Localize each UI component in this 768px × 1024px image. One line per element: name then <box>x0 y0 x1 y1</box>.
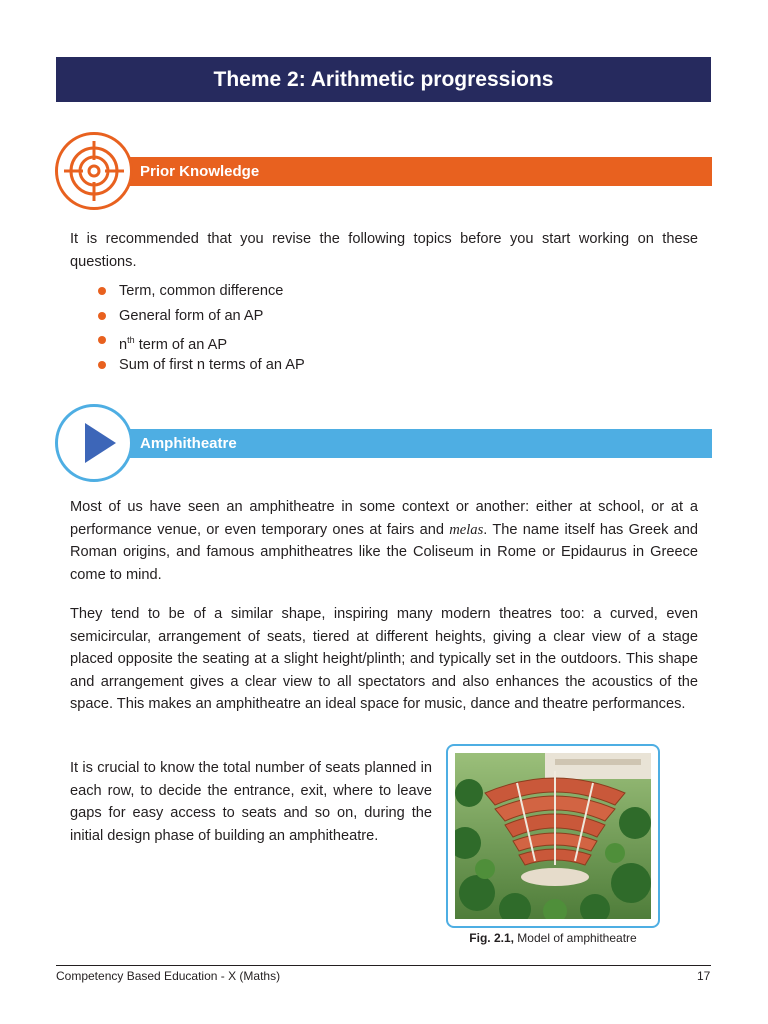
target-icon <box>55 132 133 210</box>
topic-list <box>98 280 305 378</box>
prior-knowledge-heading: Prior Knowledge <box>140 163 260 180</box>
list-item: $n^{th}$ term of an AP <box>98 329 305 354</box>
amphitheatre-paragraph-3: It is crucial to know the total number of seats planned in each row, to decide the entrance, exit, where to leave gaps for easy access to seats and so on, during the initial design phase of building an amphitheatre. <box>70 760 432 844</box>
page-title: Theme 2: Arithmetic progressions <box>56 57 711 102</box>
amphitheatre-figure <box>446 744 660 928</box>
list-item: General form of an AP <box>98 305 305 330</box>
page-number: 17 <box>697 969 711 983</box>
play-icon <box>55 404 133 482</box>
figure-caption: Fig. 2.1, Model of amphitheatre <box>469 931 637 945</box>
footer-book-title: Competency Based Education - X (Maths) <box>56 969 281 983</box>
list-item: Term, common difference <box>98 280 305 305</box>
bullet-icon <box>98 336 106 344</box>
list-item: Sum of first n terms of an AP <box>98 354 305 379</box>
prior-knowledge-header <box>100 157 712 186</box>
amphitheatre-photo <box>455 753 651 919</box>
amphitheatre-header <box>100 429 712 458</box>
bullet-icon <box>98 312 106 320</box>
bullet-icon <box>98 361 106 369</box>
amphitheatre-paragraph-2: They tend to be of a similar shape, inspiring many modern theatres too: a curved, even semicircular, arrangement of seats, tiered at different heights, giving a clear view of a stage placed opposite the seating at a slight height/plinth; and typically set in the outdoors. This shape and arrangement gives a clear view to all spectators and also enhances the acoustics of the space. This makes an amphitheatre an ideal space for music, dance and theatre performances. <box>70 606 698 712</box>
footer-divider <box>56 965 711 966</box>
amphitheatre-paragraph-1: Most of us have seen an amphitheatre in some context or another: either at school, or at a performance venue, or even temporary ones at fairs and melas. The name itself has Greek and Roman origins, and famous amphitheatres like the Coliseum in Rome or Epidaurus in Greece come to mind. <box>70 499 698 583</box>
bullet-icon <box>98 287 106 295</box>
amphitheatre-heading: Amphitheatre <box>140 435 237 452</box>
prior-knowledge-intro: It is recommended that you revise the following topics before you start working on these questions. <box>70 231 698 270</box>
